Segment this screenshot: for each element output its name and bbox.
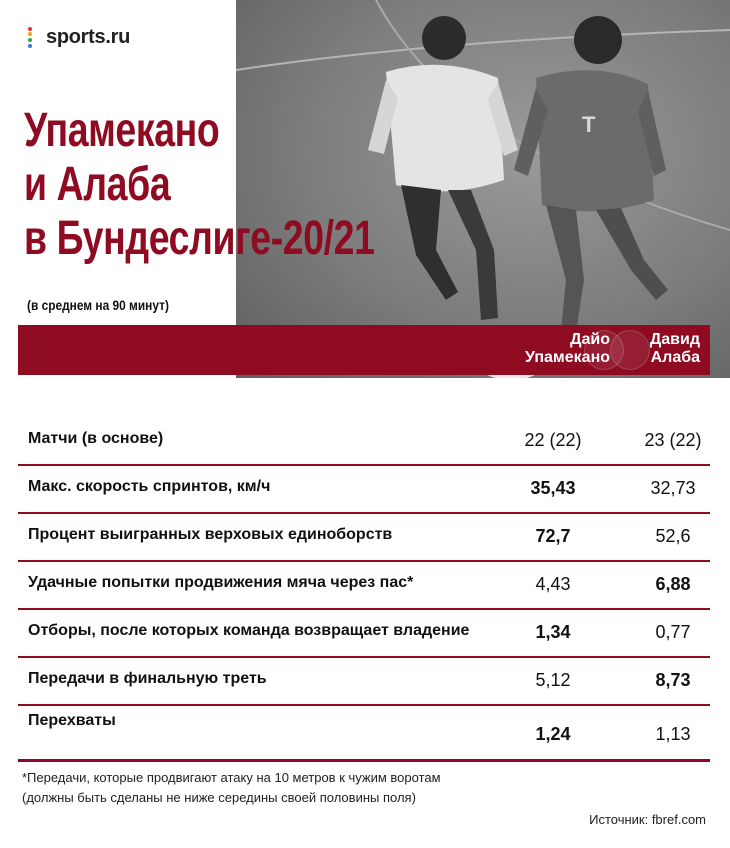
page-title (24, 104, 375, 266)
player-1-last-name: Упамекано (525, 349, 610, 366)
player-1-value: 1,24 (535, 724, 571, 744)
title-line-3: в Бундеслиге-20/21 (24, 212, 375, 265)
player-2-value: 6,88 (655, 574, 691, 594)
player-1-value: 35,43 (530, 478, 576, 498)
player-1-value: 5,12 (535, 670, 571, 690)
logo-text: sports.ru (46, 26, 130, 48)
player-2-value: 1,13 (655, 724, 691, 744)
player-2-value: 52,6 (655, 526, 691, 546)
player-2-value: 0,77 (655, 622, 691, 642)
logo-dots-icon (28, 27, 40, 49)
logo-dot (28, 44, 32, 48)
stat-label: Передачи в финальную треть (28, 670, 267, 687)
stat-row-tackles-possession (18, 610, 710, 658)
svg-text:T: T (582, 112, 596, 137)
player-1-name (490, 331, 610, 367)
stat-row-sprint-speed (18, 466, 710, 514)
table-bottom-rule (18, 759, 710, 762)
title-line-2: и Алаба (24, 158, 171, 211)
stat-label: Отборы, после которых команда возвращает владение (28, 622, 470, 639)
logo-dot (28, 27, 32, 31)
stat-row-aerial-duels (18, 514, 710, 562)
logo-dot (28, 38, 32, 42)
logo-dot (28, 32, 32, 36)
player-2-value: 23 (22) (644, 430, 702, 450)
player-2-value: 8,73 (655, 670, 691, 690)
stat-label: Макс. скорость спринтов, км/ч (28, 478, 271, 495)
stat-label: Удачные попытки продвижения мяча через пас* (28, 574, 414, 591)
player-2-name (620, 331, 700, 367)
player-1-first-name: Дайо (570, 331, 610, 348)
footnote-line-2: (должны быть сделаны не ниже середины своей половины поля) (22, 790, 416, 805)
stat-label: Процент выигранных верховых единоборств (28, 526, 393, 543)
stats-table (18, 418, 710, 758)
stat-row-interceptions (18, 706, 710, 758)
player-1-value: 22 (22) (524, 430, 582, 450)
stat-label: Матчи (в основе) (28, 430, 164, 447)
player-2-value: 32,73 (650, 478, 696, 498)
stat-label: Перехваты (28, 712, 116, 729)
stat-row-final-third-passes (18, 658, 710, 706)
stat-row-progressive-passes (18, 562, 710, 610)
title-line-1: Упамекано (24, 104, 220, 157)
player-1-value: 1,34 (535, 622, 571, 642)
source-credit: Источник: fbref.com (589, 812, 706, 827)
footnote (22, 768, 441, 808)
footnote-line-1: *Передачи, которые продвигают атаку на 10 метров к чужим воротам (22, 770, 441, 785)
stat-row-matches (18, 418, 710, 466)
player-2-last-name: Алаба (650, 349, 700, 366)
sports-ru-logo[interactable] (28, 26, 130, 49)
player-2-first-name: Давид (649, 331, 700, 348)
player-1-value: 4,43 (535, 574, 571, 594)
player-1-value: 72,7 (535, 526, 571, 546)
page-subtitle: (в среднем на 90 минут) (27, 297, 169, 313)
